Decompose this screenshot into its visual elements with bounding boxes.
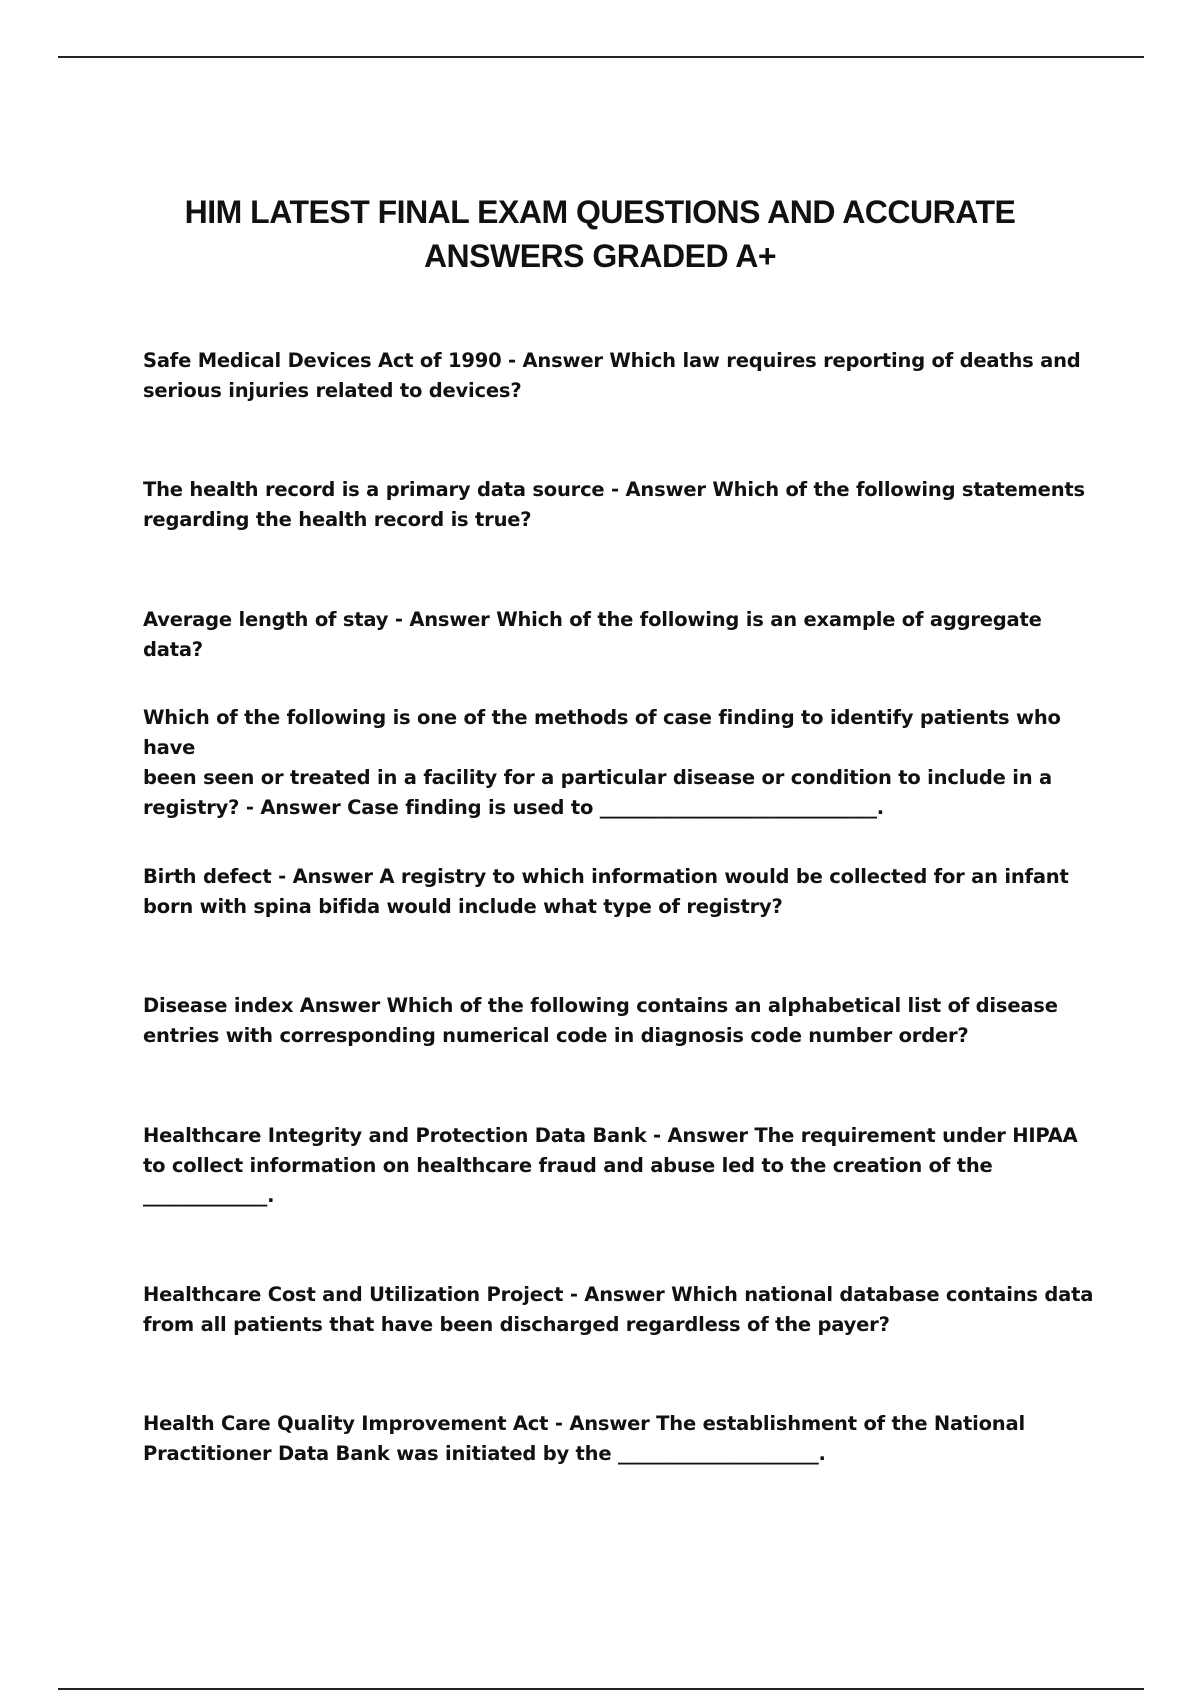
qa-line: from all patients that have been discharged regardless of the payer? bbox=[143, 1313, 890, 1336]
qa-line: _____________. bbox=[143, 1184, 275, 1207]
qa-item bbox=[143, 1280, 1103, 1340]
qa-line: Birth defect - Answer A registry to which information would be collected for an infant bbox=[143, 865, 1069, 888]
top-rule bbox=[58, 56, 1144, 58]
qa-line: Healthcare Cost and Utilization Project - Answer Which national database contains data bbox=[143, 1283, 1094, 1306]
qa-item bbox=[143, 346, 1103, 406]
qa-line: Practitioner Data Bank was initiated by the _____________________. bbox=[143, 1442, 826, 1465]
page-title bbox=[100, 190, 1100, 278]
qa-line: entries with corresponding numerical code in diagnosis code number order? bbox=[143, 1024, 969, 1047]
qa-item bbox=[143, 862, 1103, 922]
qa-line: Disease index Answer Which of the following contains an alphabetical list of disease bbox=[143, 994, 1058, 1017]
qa-line: born with spina bifida would include what type of registry? bbox=[143, 895, 783, 918]
qa-item bbox=[143, 703, 1103, 823]
qa-line: registry? - Answer Case finding is used to _____________________________. bbox=[143, 796, 884, 819]
qa-item bbox=[143, 475, 1103, 535]
qa-line: regarding the health record is true? bbox=[143, 508, 532, 531]
qa-line: been seen or treated in a facility for a particular disease or condition to include in a bbox=[143, 766, 1052, 789]
qa-item bbox=[143, 1121, 1103, 1211]
qa-line: Which of the following is one of the methods of case finding to identify patients who have bbox=[143, 706, 1061, 759]
title-line-1: HIM LATEST FINAL EXAM QUESTIONS AND ACCURATE bbox=[184, 194, 1016, 230]
qa-line: Health Care Quality Improvement Act - Answer The establishment of the National bbox=[143, 1412, 1025, 1435]
qa-item bbox=[143, 991, 1103, 1051]
qa-item bbox=[143, 1409, 1103, 1469]
qa-line: to collect information on healthcare fraud and abuse led to the creation of the bbox=[143, 1154, 993, 1177]
qa-line: Average length of stay - Answer Which of the following is an example of aggregate data? bbox=[143, 608, 1042, 661]
qa-line: The health record is a primary data source - Answer Which of the following statements bbox=[143, 478, 1085, 501]
qa-line: serious injuries related to devices? bbox=[143, 379, 522, 402]
qa-line: Safe Medical Devices Act of 1990 - Answer Which law requires reporting of deaths and bbox=[143, 349, 1081, 372]
qa-item bbox=[143, 605, 1103, 665]
title-line-2: ANSWERS GRADED A+ bbox=[423, 238, 777, 274]
bottom-rule bbox=[58, 1688, 1144, 1690]
qa-line: Healthcare Integrity and Protection Data Bank - Answer The requirement under HIPAA bbox=[143, 1124, 1078, 1147]
